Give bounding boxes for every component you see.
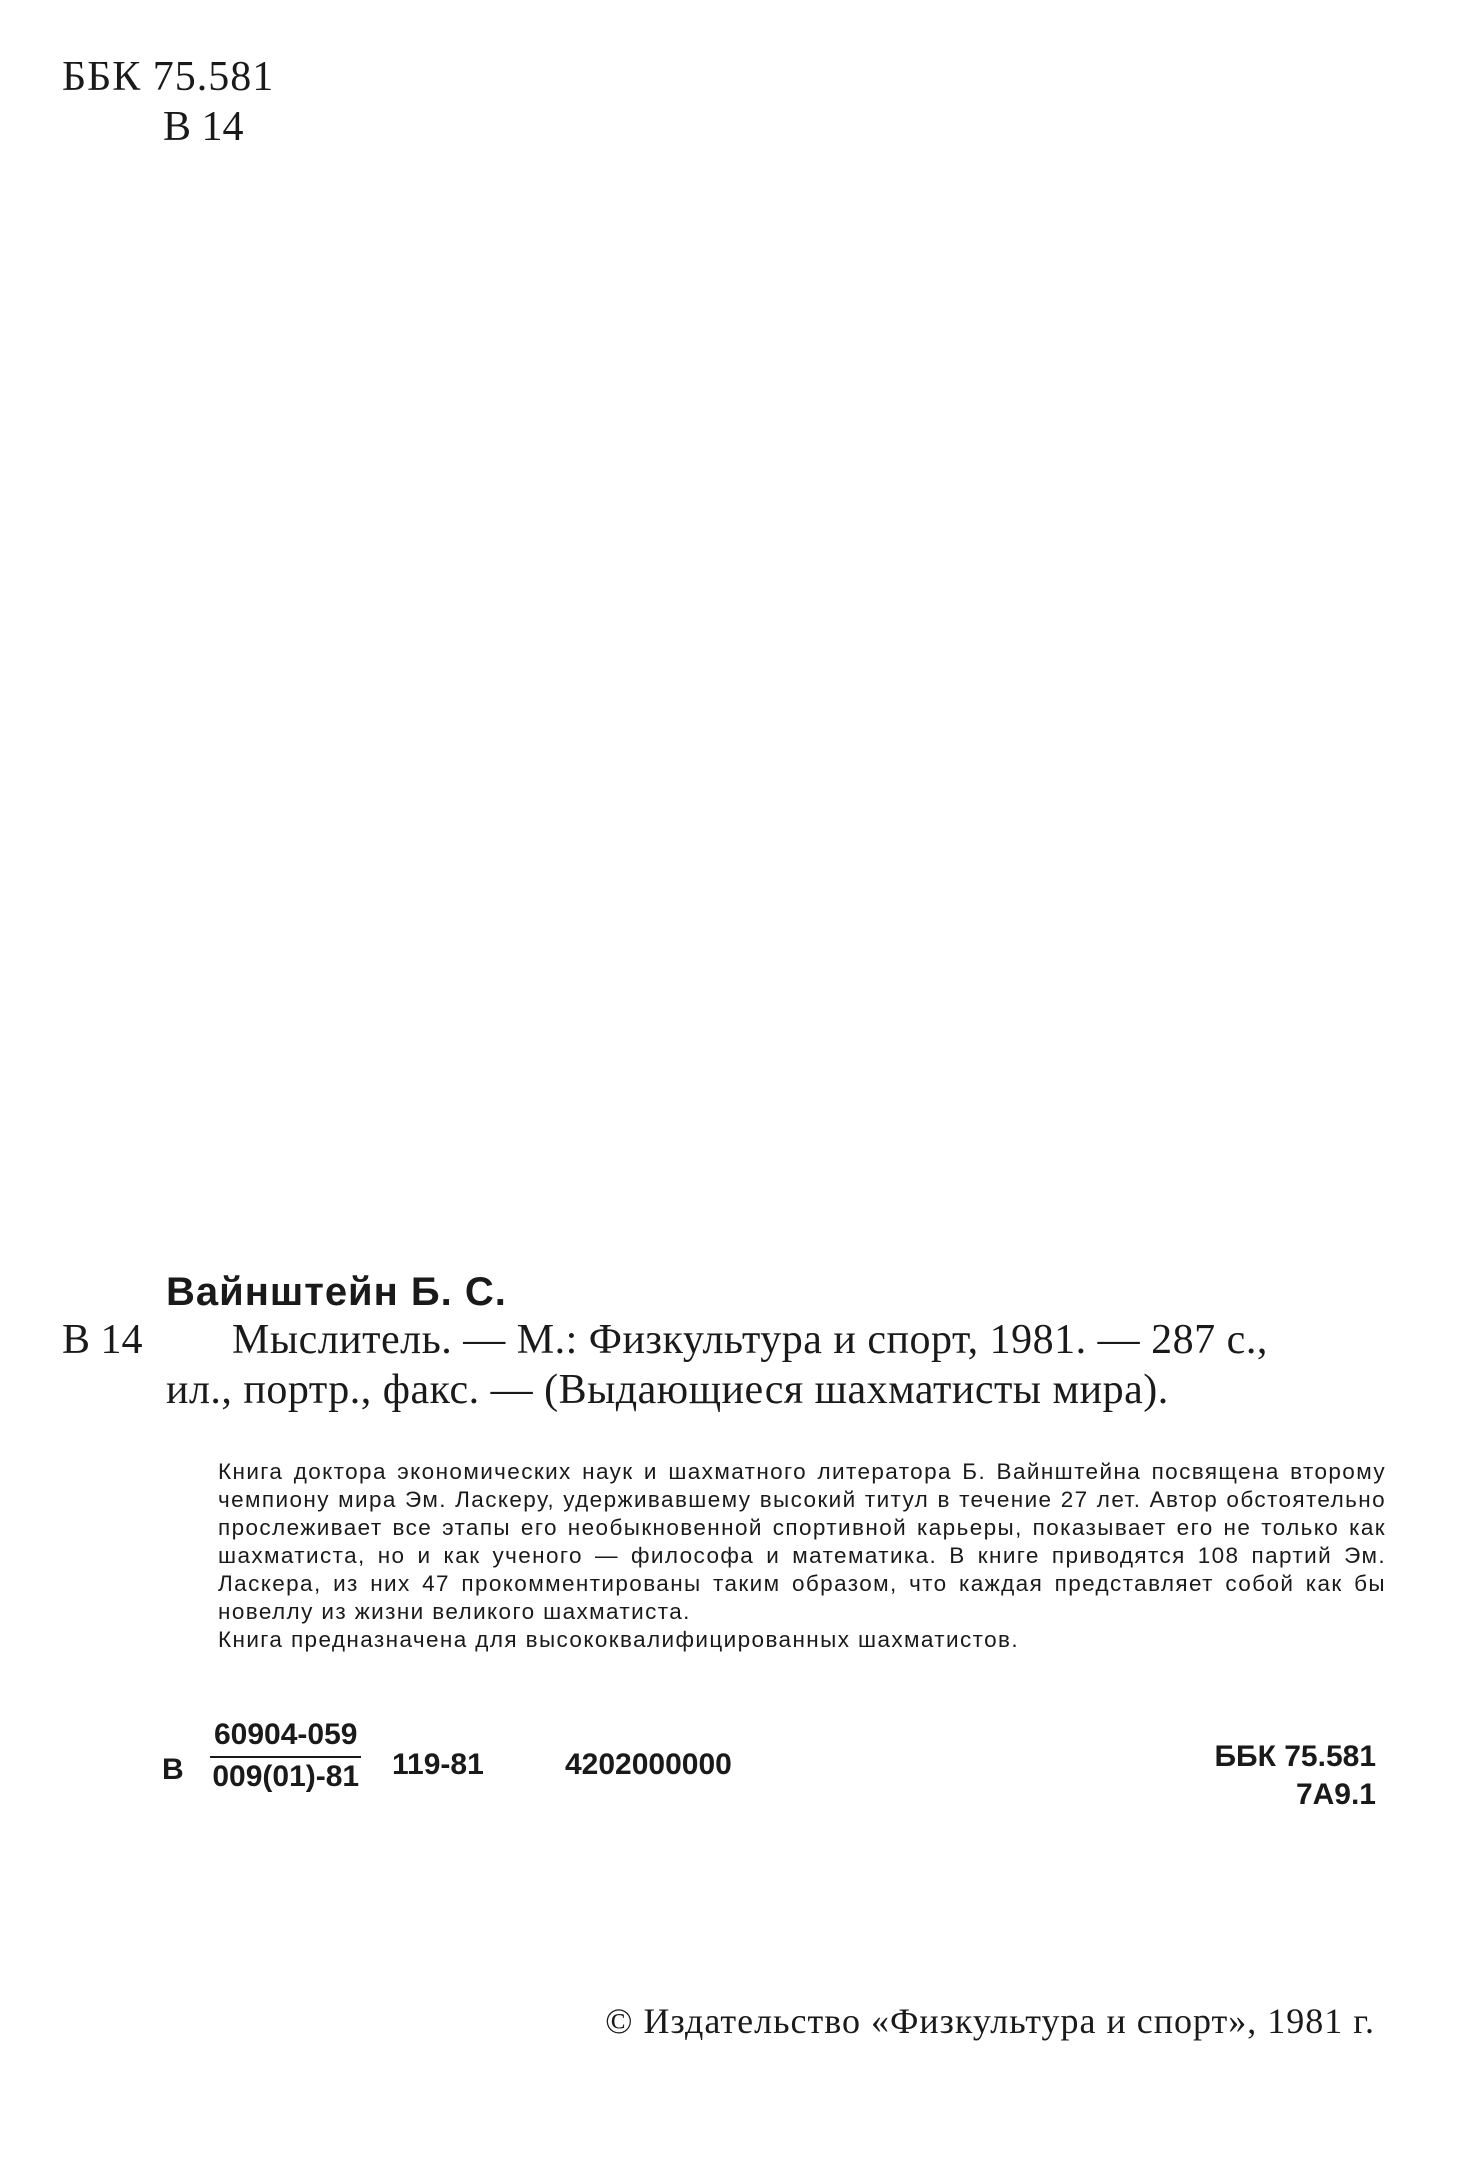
imprint-bbk: [1214, 1738, 1376, 1814]
bbk-classification: ББК 75.581: [62, 54, 275, 100]
imprint-bbk-code: ББК 75.581: [1214, 1740, 1376, 1773]
imprint-fraction: [210, 1718, 361, 1794]
imprint-index: 4202000000: [565, 1748, 732, 1781]
copyright-notice: © Издательство «Физкультура и спорт», 1981 г.: [605, 2001, 1375, 2041]
imprint-number: 119-81: [392, 1748, 484, 1781]
author-name: Вайнштейн Б. С.: [166, 1270, 507, 1314]
imprint-letter: В: [162, 1753, 184, 1786]
annotation-audience: Книга предназначена для высококвалифицированных шахматистов.: [218, 1627, 1019, 1652]
annotation: [218, 1458, 1386, 1654]
imprint-bbk-subcode: 7А9.1: [1295, 1778, 1376, 1811]
entry-author-mark: В 14: [62, 1317, 143, 1363]
fraction-numerator: 60904-059: [210, 1718, 361, 1758]
bibliographic-series-line: ил., портр., факс. — (Выдающиеся шахматисты мира).: [166, 1367, 1169, 1413]
fraction-denominator: 009(01)-81: [212, 1760, 360, 1793]
author-mark: В 14: [163, 104, 244, 150]
bibliographic-title-line: Мыслитель. — М.: Физкультура и спорт, 1981. — 287 с.,: [232, 1317, 1268, 1363]
annotation-paragraph: Книга доктора экономических наук и шахматного литератора Б. Вайнштейна посвящена второму чемпиону мира Эм. Ласкеру, удерживавшему высокий титул в течение 27 лет. Автор обстоятельно прослеживает все этапы его необыкновенной спортивной карьеры, показывает его не только как шахматиста, но и как ученого — философа и математика. В книге приводятся 108 партий Эм. Ласкера, из них 47 прокомментированы таким образом, что каждая представляет собой как бы новеллу из жизни великого шахматиста.: [218, 1459, 1386, 1624]
